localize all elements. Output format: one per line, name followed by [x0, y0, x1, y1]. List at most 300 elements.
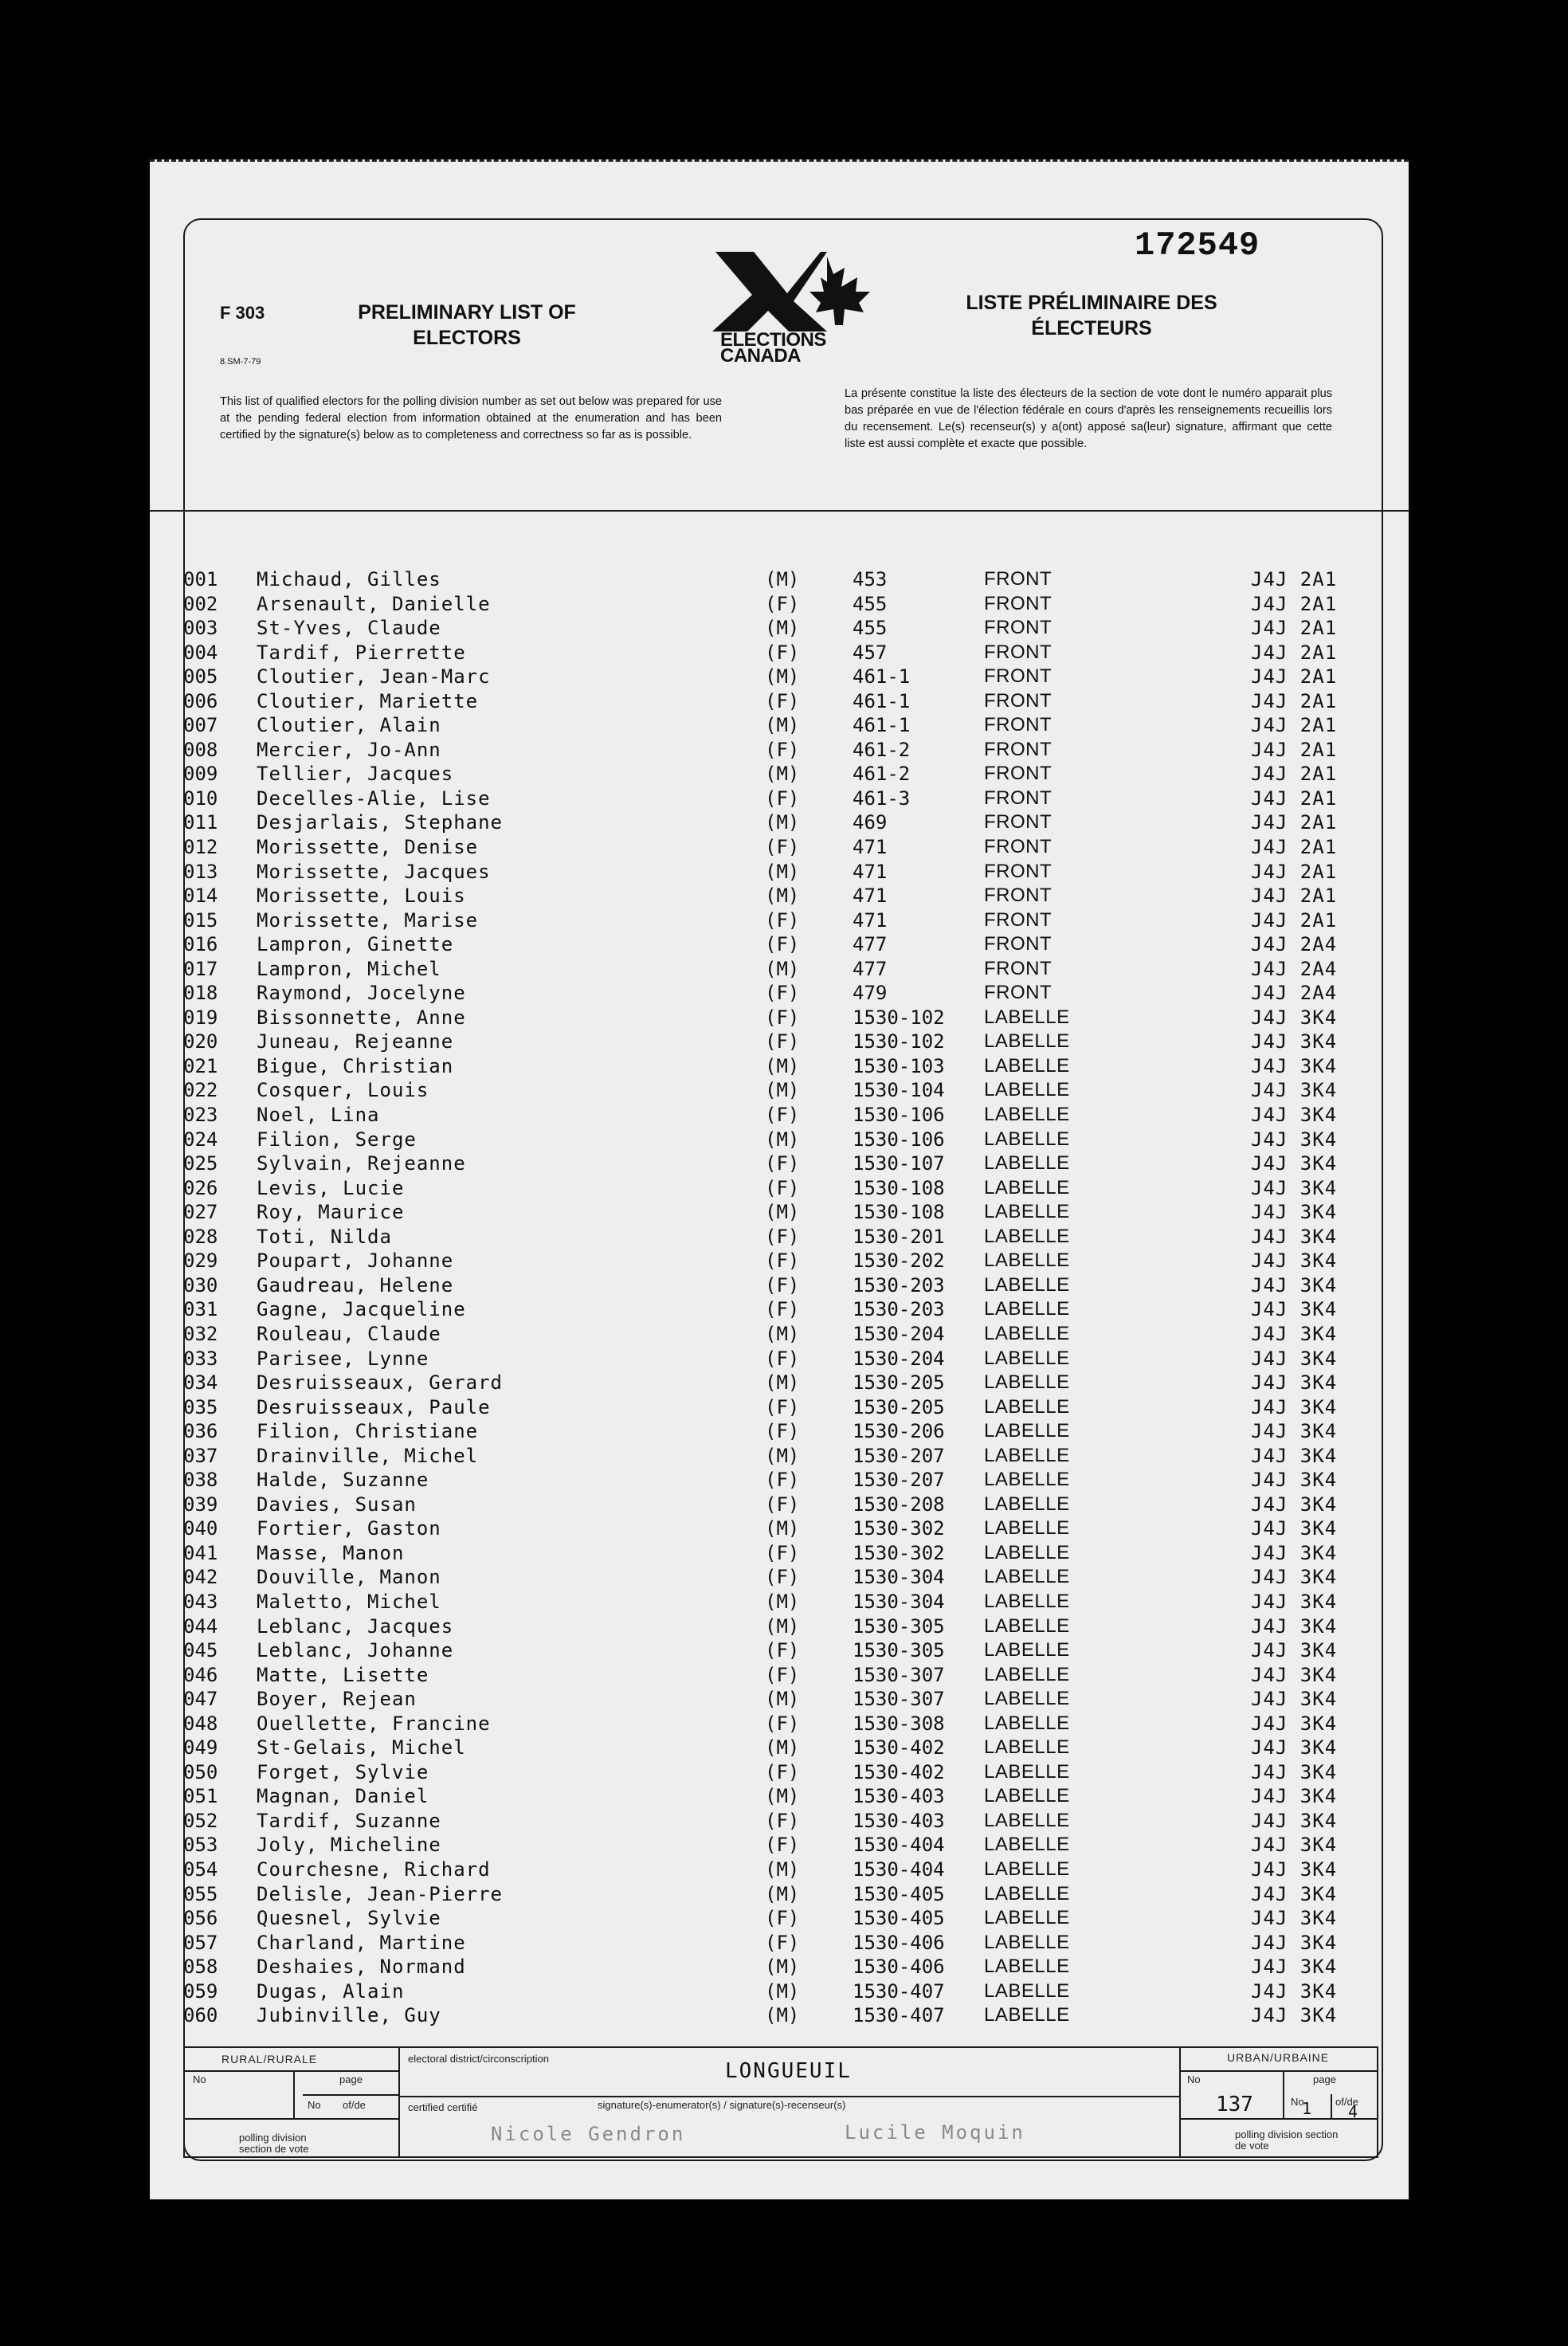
street-name: LABELLE — [984, 1176, 1070, 1198]
postal-code: J4J 3K4 — [1251, 1054, 1338, 1077]
elector-number: 041 — [183, 1541, 218, 1564]
elector-sex: (F) — [765, 1176, 800, 1199]
elector-row — [183, 738, 1378, 763]
elector-number: 058 — [183, 1956, 218, 1979]
elector-row — [183, 884, 1378, 908]
civic-number: 457 — [853, 641, 888, 664]
elector-row — [183, 1054, 1378, 1079]
elector-name: Boyer, Rejean — [257, 1688, 417, 1711]
street-name: FRONT — [984, 568, 1053, 590]
elector-number: 035 — [183, 1395, 218, 1418]
elector-sex: (M) — [765, 568, 800, 590]
civic-number: 1530-405 — [853, 1907, 945, 1930]
elector-number: 049 — [183, 1736, 218, 1760]
elector-row — [183, 1322, 1378, 1347]
elector-row — [183, 665, 1378, 689]
elector-sex: (M) — [765, 763, 800, 786]
postal-code: J4J 3K4 — [1251, 1785, 1338, 1808]
elector-sex: (F) — [765, 1493, 800, 1516]
elector-number: 031 — [183, 1298, 218, 1321]
elector-sex: (F) — [765, 1469, 800, 1492]
elector-name: Delisle, Jean-Pierre — [257, 1882, 503, 1905]
serial-number: 172549 — [1135, 226, 1260, 265]
postal-code: J4J 2A1 — [1251, 885, 1338, 908]
street-name: FRONT — [984, 714, 1053, 736]
urban-of-label: of/de — [1335, 2096, 1358, 2108]
postal-code: J4J 2A1 — [1251, 641, 1338, 664]
elector-sex: (F) — [765, 689, 800, 712]
elector-sex: (M) — [765, 885, 800, 908]
elector-number: 005 — [183, 665, 218, 688]
elector-sex: (F) — [765, 1931, 800, 1954]
elector-sex: (F) — [765, 933, 800, 956]
elector-name: Charland, Martine — [257, 1931, 466, 1954]
civic-number: 479 — [853, 982, 888, 1005]
elector-name: Sylvain, Rejeanne — [257, 1152, 466, 1175]
title-english: PRELIMINARY LIST OF ELECTORS — [358, 301, 576, 349]
page-total: 4 — [1348, 2102, 1358, 2121]
elector-number: 038 — [183, 1469, 218, 1492]
postal-code: J4J 3K4 — [1251, 1347, 1338, 1370]
postal-code: J4J 3K4 — [1251, 1371, 1338, 1395]
elector-number: 032 — [183, 1322, 218, 1345]
elector-sex: (F) — [765, 1420, 800, 1443]
street-name: LABELLE — [984, 1225, 1070, 1247]
street-name: LABELLE — [984, 1420, 1070, 1442]
street-name: FRONT — [984, 957, 1053, 979]
street-name: LABELLE — [984, 1395, 1070, 1418]
elector-sex: (F) — [765, 1347, 800, 1370]
elector-row — [183, 1931, 1378, 1956]
postal-code: J4J 2A1 — [1251, 665, 1338, 688]
elector-row — [183, 1614, 1378, 1639]
civic-number: 1530-402 — [853, 1736, 945, 1760]
street-name: LABELLE — [984, 1030, 1070, 1053]
street-name: FRONT — [984, 689, 1053, 712]
street-name: FRONT — [984, 665, 1053, 688]
elector-number: 056 — [183, 1907, 218, 1930]
elector-number: 009 — [183, 763, 218, 786]
elector-row — [183, 1565, 1378, 1590]
civic-number: 1530-304 — [853, 1566, 945, 1589]
postal-code: J4J 3K4 — [1251, 1882, 1338, 1905]
form-code: F 303 — [220, 303, 265, 323]
postal-code: J4J 3K4 — [1251, 1517, 1338, 1540]
civic-number: 1530-203 — [853, 1273, 945, 1297]
elector-row — [183, 1736, 1378, 1760]
elector-row — [183, 981, 1378, 1006]
elector-sex: (F) — [765, 1104, 800, 1127]
postal-code: J4J 2A1 — [1251, 860, 1338, 883]
postal-code: J4J 2A4 — [1251, 957, 1338, 980]
elector-sex: (M) — [765, 1858, 800, 1881]
postal-code: J4J 3K4 — [1251, 1566, 1338, 1589]
elector-number: 016 — [183, 933, 218, 956]
postal-code: J4J 3K4 — [1251, 1079, 1338, 1102]
elector-sex: (M) — [765, 665, 800, 688]
postal-code: J4J 3K4 — [1251, 1152, 1338, 1175]
civic-number: 1530-404 — [853, 1834, 945, 1857]
civic-number: 1530-106 — [853, 1104, 945, 1127]
elector-name: Noel, Lina — [257, 1104, 380, 1127]
street-name: LABELLE — [984, 1273, 1070, 1296]
elector-row — [183, 1687, 1378, 1712]
civic-number: 1530-103 — [853, 1054, 945, 1077]
civic-number: 1530-403 — [853, 1785, 945, 1808]
form-sub-code: 8.SM-7-79 — [220, 357, 261, 367]
elector-row — [183, 1760, 1378, 1785]
postal-code: J4J 3K4 — [1251, 1006, 1338, 1029]
street-name: LABELLE — [984, 1907, 1070, 1929]
elector-row — [183, 957, 1378, 982]
elector-sex: (F) — [765, 982, 800, 1005]
elector-name: Filion, Christiane — [257, 1420, 479, 1443]
elector-row — [183, 1200, 1378, 1225]
elector-row — [183, 860, 1378, 885]
elector-row — [183, 1906, 1378, 1931]
elector-row — [183, 787, 1378, 811]
elector-number: 029 — [183, 1250, 218, 1273]
elector-row — [183, 1541, 1378, 1566]
elector-number: 024 — [183, 1128, 218, 1151]
elector-row — [183, 641, 1378, 665]
civic-number: 1530-201 — [853, 1225, 945, 1248]
postal-code: J4J 2A1 — [1251, 836, 1338, 859]
civic-number: 1530-206 — [853, 1420, 945, 1443]
elector-sex: (F) — [765, 1152, 800, 1175]
civic-number: 1530-205 — [853, 1371, 945, 1395]
elector-row — [183, 1419, 1378, 1444]
postal-code: J4J 3K4 — [1251, 1469, 1338, 1492]
elector-name: Maletto, Michel — [257, 1590, 441, 1613]
postal-code: J4J 3K4 — [1251, 1493, 1338, 1516]
civic-number: 1530-208 — [853, 1493, 945, 1516]
postal-code: J4J 3K4 — [1251, 1444, 1338, 1467]
elector-name: Leblanc, Johanne — [257, 1639, 454, 1662]
street-name: LABELLE — [984, 1347, 1070, 1369]
elector-number: 055 — [183, 1882, 218, 1905]
elector-row — [183, 1371, 1378, 1395]
civic-number: 461-1 — [853, 665, 911, 688]
civic-number: 1530-202 — [853, 1250, 945, 1273]
page-number: 1 — [1302, 2099, 1312, 2118]
postal-code: J4J 2A1 — [1251, 908, 1338, 932]
street-name: FRONT — [984, 933, 1053, 955]
elector-sex: (M) — [765, 1201, 800, 1224]
civic-number: 1530-305 — [853, 1614, 945, 1638]
elector-name: Tellier, Jacques — [257, 763, 454, 786]
civic-number: 1530-207 — [853, 1469, 945, 1492]
civic-number: 477 — [853, 957, 888, 980]
elector-sex: (M) — [765, 1054, 800, 1077]
elector-sex: (F) — [765, 738, 800, 761]
elector-name: Filion, Serge — [257, 1128, 417, 1151]
elector-sex: (F) — [765, 1663, 800, 1686]
elector-number: 045 — [183, 1639, 218, 1662]
civic-number: 1530-204 — [853, 1322, 945, 1345]
elector-row — [183, 592, 1378, 617]
elector-number: 026 — [183, 1176, 218, 1199]
street-name: LABELLE — [984, 1128, 1070, 1150]
postal-code: J4J 3K4 — [1251, 1322, 1338, 1345]
elector-row — [183, 1128, 1378, 1152]
street-name: LABELLE — [984, 1785, 1070, 1807]
elector-number: 006 — [183, 689, 218, 712]
postal-code: J4J 3K4 — [1251, 1420, 1338, 1443]
elector-name: Rouleau, Claude — [257, 1322, 441, 1345]
civic-number: 471 — [853, 836, 888, 859]
elector-sex: (F) — [765, 787, 800, 810]
elector-name: Cloutier, Jean-Marc — [257, 665, 491, 688]
elector-number: 053 — [183, 1834, 218, 1857]
elector-sex: (F) — [765, 836, 800, 859]
rural-label: RURAL/RURALE — [221, 2053, 318, 2066]
elector-name: Leblanc, Jacques — [257, 1614, 454, 1638]
street-name: LABELLE — [984, 1760, 1070, 1783]
elector-name: Roy, Maurice — [257, 1201, 405, 1224]
elector-row — [183, 1151, 1378, 1176]
elector-name: Matte, Lisette — [257, 1663, 429, 1686]
electors-list-sheet — [150, 159, 1409, 2199]
elector-name: Gaudreau, Helene — [257, 1273, 454, 1297]
elector-number: 012 — [183, 836, 218, 859]
elector-name: Levis, Lucie — [257, 1176, 405, 1199]
elector-sex: (F) — [765, 1250, 800, 1273]
elector-row — [183, 616, 1378, 641]
civic-number: 461-3 — [853, 787, 911, 810]
elector-row — [183, 1225, 1378, 1250]
elector-sex: (M) — [765, 1614, 800, 1638]
elector-row — [183, 1809, 1378, 1834]
elector-row — [183, 1468, 1378, 1493]
street-name: LABELLE — [984, 1858, 1070, 1880]
rural-no-label: No — [193, 2073, 206, 2085]
postal-code: J4J 3K4 — [1251, 1736, 1338, 1760]
elector-name: Desruisseaux, Paule — [257, 1395, 491, 1418]
postal-code: J4J 3K4 — [1251, 1907, 1338, 1930]
elector-number: 008 — [183, 738, 218, 761]
elector-row — [183, 2003, 1378, 2028]
elector-sex: (F) — [765, 1006, 800, 1029]
civic-number: 471 — [853, 885, 888, 908]
elector-sex: (M) — [765, 617, 800, 640]
civic-number: 1530-107 — [853, 1152, 945, 1175]
postal-code: J4J 2A1 — [1251, 763, 1338, 786]
postal-code: J4J 3K4 — [1251, 1979, 1338, 2003]
elector-sex: (M) — [765, 1590, 800, 1613]
postal-code: J4J 2A1 — [1251, 811, 1338, 834]
postal-code: J4J 3K4 — [1251, 1030, 1338, 1053]
civic-number: 1530-302 — [853, 1541, 945, 1564]
elector-sex: (F) — [765, 1639, 800, 1662]
title-french: LISTE PRÉLIMINAIRE DES ÉLECTEURS — [966, 292, 1217, 339]
elector-number: 001 — [183, 568, 218, 590]
elector-number: 033 — [183, 1347, 218, 1370]
elector-sex: (M) — [765, 957, 800, 980]
street-name: LABELLE — [984, 1663, 1070, 1685]
footer-box — [183, 2046, 1378, 2158]
postal-code: J4J 2A1 — [1251, 738, 1338, 761]
elector-row — [183, 932, 1378, 957]
elector-number: 054 — [183, 1858, 218, 1881]
elector-number: 051 — [183, 1785, 218, 1808]
civic-number: 1530-406 — [853, 1931, 945, 1954]
rural-page-label: page — [339, 2073, 363, 2085]
street-name: FRONT — [984, 885, 1053, 907]
street-name: LABELLE — [984, 1931, 1070, 1953]
elector-sex: (M) — [765, 811, 800, 834]
elector-sex: (F) — [765, 1760, 800, 1783]
elector-name: Morissette, Marise — [257, 908, 479, 932]
street-name: FRONT — [984, 860, 1053, 882]
elector-row — [183, 1882, 1378, 1907]
elector-name: St-Gelais, Michel — [257, 1736, 466, 1760]
postal-code: J4J 3K4 — [1251, 1712, 1338, 1735]
postal-code: J4J 3K4 — [1251, 2004, 1338, 2027]
postal-code: J4J 3K4 — [1251, 1273, 1338, 1297]
elector-sex: (F) — [765, 1712, 800, 1735]
postal-code: J4J 3K4 — [1251, 1760, 1338, 1783]
postal-code: J4J 2A1 — [1251, 617, 1338, 640]
postal-code: J4J 3K4 — [1251, 1201, 1338, 1224]
postal-code: J4J 3K4 — [1251, 1541, 1338, 1564]
elector-sex: (M) — [765, 714, 800, 737]
elector-row — [183, 1078, 1378, 1103]
civic-number: 1530-407 — [853, 2004, 945, 2027]
postal-code: J4J 3K4 — [1251, 1104, 1338, 1127]
elector-row — [183, 1784, 1378, 1809]
elector-name: Toti, Nilda — [257, 1225, 392, 1248]
elector-number: 057 — [183, 1931, 218, 1954]
postal-code: J4J 2A1 — [1251, 787, 1338, 810]
elector-number: 036 — [183, 1420, 218, 1443]
street-name: FRONT — [984, 738, 1053, 760]
elector-sex: (M) — [765, 1444, 800, 1467]
rural-of-label: of/de — [343, 2099, 366, 2111]
logo-line-2: CANADA — [720, 345, 801, 367]
civic-number: 1530-204 — [853, 1347, 945, 1370]
elector-number: 022 — [183, 1079, 218, 1102]
elector-name: Deshaies, Normand — [257, 1956, 466, 1979]
elector-row — [183, 1347, 1378, 1371]
elector-number: 039 — [183, 1493, 218, 1516]
postal-code: J4J 3K4 — [1251, 1858, 1338, 1881]
urban-label: URBAN/URBAINE — [1227, 2051, 1330, 2064]
elector-number: 021 — [183, 1054, 218, 1077]
street-name: FRONT — [984, 641, 1053, 663]
urban-page-label: page — [1313, 2073, 1336, 2085]
street-name: LABELLE — [984, 1590, 1070, 1612]
street-name: LABELLE — [984, 1371, 1070, 1394]
elector-sex: (M) — [765, 2004, 800, 2027]
civic-number: 461-1 — [853, 714, 911, 737]
elector-number: 007 — [183, 714, 218, 737]
elector-sex: (M) — [765, 1128, 800, 1151]
postal-code: J4J 3K4 — [1251, 1931, 1338, 1954]
elector-name: Courchesne, Richard — [257, 1858, 491, 1881]
elector-row — [183, 1395, 1378, 1420]
elector-row — [183, 908, 1378, 933]
signature-enumerator-2: Lucile Moquin — [845, 2121, 1025, 2144]
elector-number: 027 — [183, 1201, 218, 1224]
street-name: LABELLE — [984, 1809, 1070, 1831]
street-name: FRONT — [984, 592, 1053, 614]
elector-number: 013 — [183, 860, 218, 883]
elector-sex: (M) — [765, 1956, 800, 1979]
postal-code: J4J 3K4 — [1251, 1590, 1338, 1613]
street-name: LABELLE — [984, 1541, 1070, 1563]
polling-division-label-right: polling division section de vote — [1235, 2128, 1339, 2152]
civic-number: 1530-108 — [853, 1176, 945, 1199]
street-name: FRONT — [984, 763, 1053, 785]
postal-code: J4J 2A1 — [1251, 689, 1338, 712]
street-name: FRONT — [984, 836, 1053, 858]
elector-name: Bigue, Christian — [257, 1054, 454, 1077]
elector-name: Dugas, Alain — [257, 1979, 405, 2003]
civic-number: 1530-104 — [853, 1079, 945, 1102]
elector-sex: (M) — [765, 1882, 800, 1905]
elector-sex: (F) — [765, 1809, 800, 1832]
civic-number: 1530-203 — [853, 1298, 945, 1321]
elector-name: Morissette, Louis — [257, 885, 466, 908]
postal-code: J4J 3K4 — [1251, 1834, 1338, 1857]
elector-number: 047 — [183, 1688, 218, 1711]
logo-line-1: ELECTIONS — [720, 329, 826, 351]
elector-sex: (M) — [765, 1736, 800, 1760]
certified-label: certified certifié — [408, 2101, 478, 2113]
elector-sex: (F) — [765, 1566, 800, 1589]
elector-sex: (M) — [765, 1785, 800, 1808]
elector-name: Parisee, Lynne — [257, 1347, 429, 1370]
elector-row — [183, 810, 1378, 835]
street-name: LABELLE — [984, 1201, 1070, 1223]
street-name: FRONT — [984, 908, 1053, 931]
street-name: LABELLE — [984, 1469, 1070, 1491]
signature-enumerator-1: Nicole Gendron — [491, 2123, 686, 2145]
elector-row — [183, 567, 1378, 592]
elector-name: Desruisseaux, Gerard — [257, 1371, 503, 1395]
elector-name: Drainville, Michel — [257, 1444, 479, 1467]
elector-name: Jubinville, Guy — [257, 2004, 441, 2027]
street-name: LABELLE — [984, 1322, 1070, 1344]
postal-code: J4J 3K4 — [1251, 1688, 1338, 1711]
elector-number: 028 — [183, 1225, 218, 1248]
elector-row — [183, 835, 1378, 860]
elector-number: 030 — [183, 1273, 218, 1297]
elector-name: Lampron, Michel — [257, 957, 441, 980]
elector-name: Ouellette, Francine — [257, 1712, 491, 1735]
elector-name: Tardif, Pierrette — [257, 641, 466, 664]
elector-sex: (F) — [765, 1298, 800, 1321]
elector-number: 015 — [183, 908, 218, 932]
elector-name: Cosquer, Louis — [257, 1079, 429, 1102]
street-name: LABELLE — [984, 1250, 1070, 1272]
elector-name: Raymond, Jocelyne — [257, 982, 466, 1005]
elector-name: Cloutier, Mariette — [257, 689, 479, 712]
street-name: LABELLE — [984, 1639, 1070, 1661]
street-name: LABELLE — [984, 1614, 1070, 1637]
civic-number: 469 — [853, 811, 888, 834]
street-name: LABELLE — [984, 1566, 1070, 1588]
elector-row — [183, 1516, 1378, 1541]
elector-sex: (M) — [765, 1517, 800, 1540]
civic-number: 461-2 — [853, 763, 911, 786]
street-name: LABELLE — [984, 2004, 1070, 2026]
civic-number: 1530-402 — [853, 1760, 945, 1783]
elector-row — [183, 1979, 1378, 2004]
elector-number: 048 — [183, 1712, 218, 1735]
elector-sex: (F) — [765, 908, 800, 932]
